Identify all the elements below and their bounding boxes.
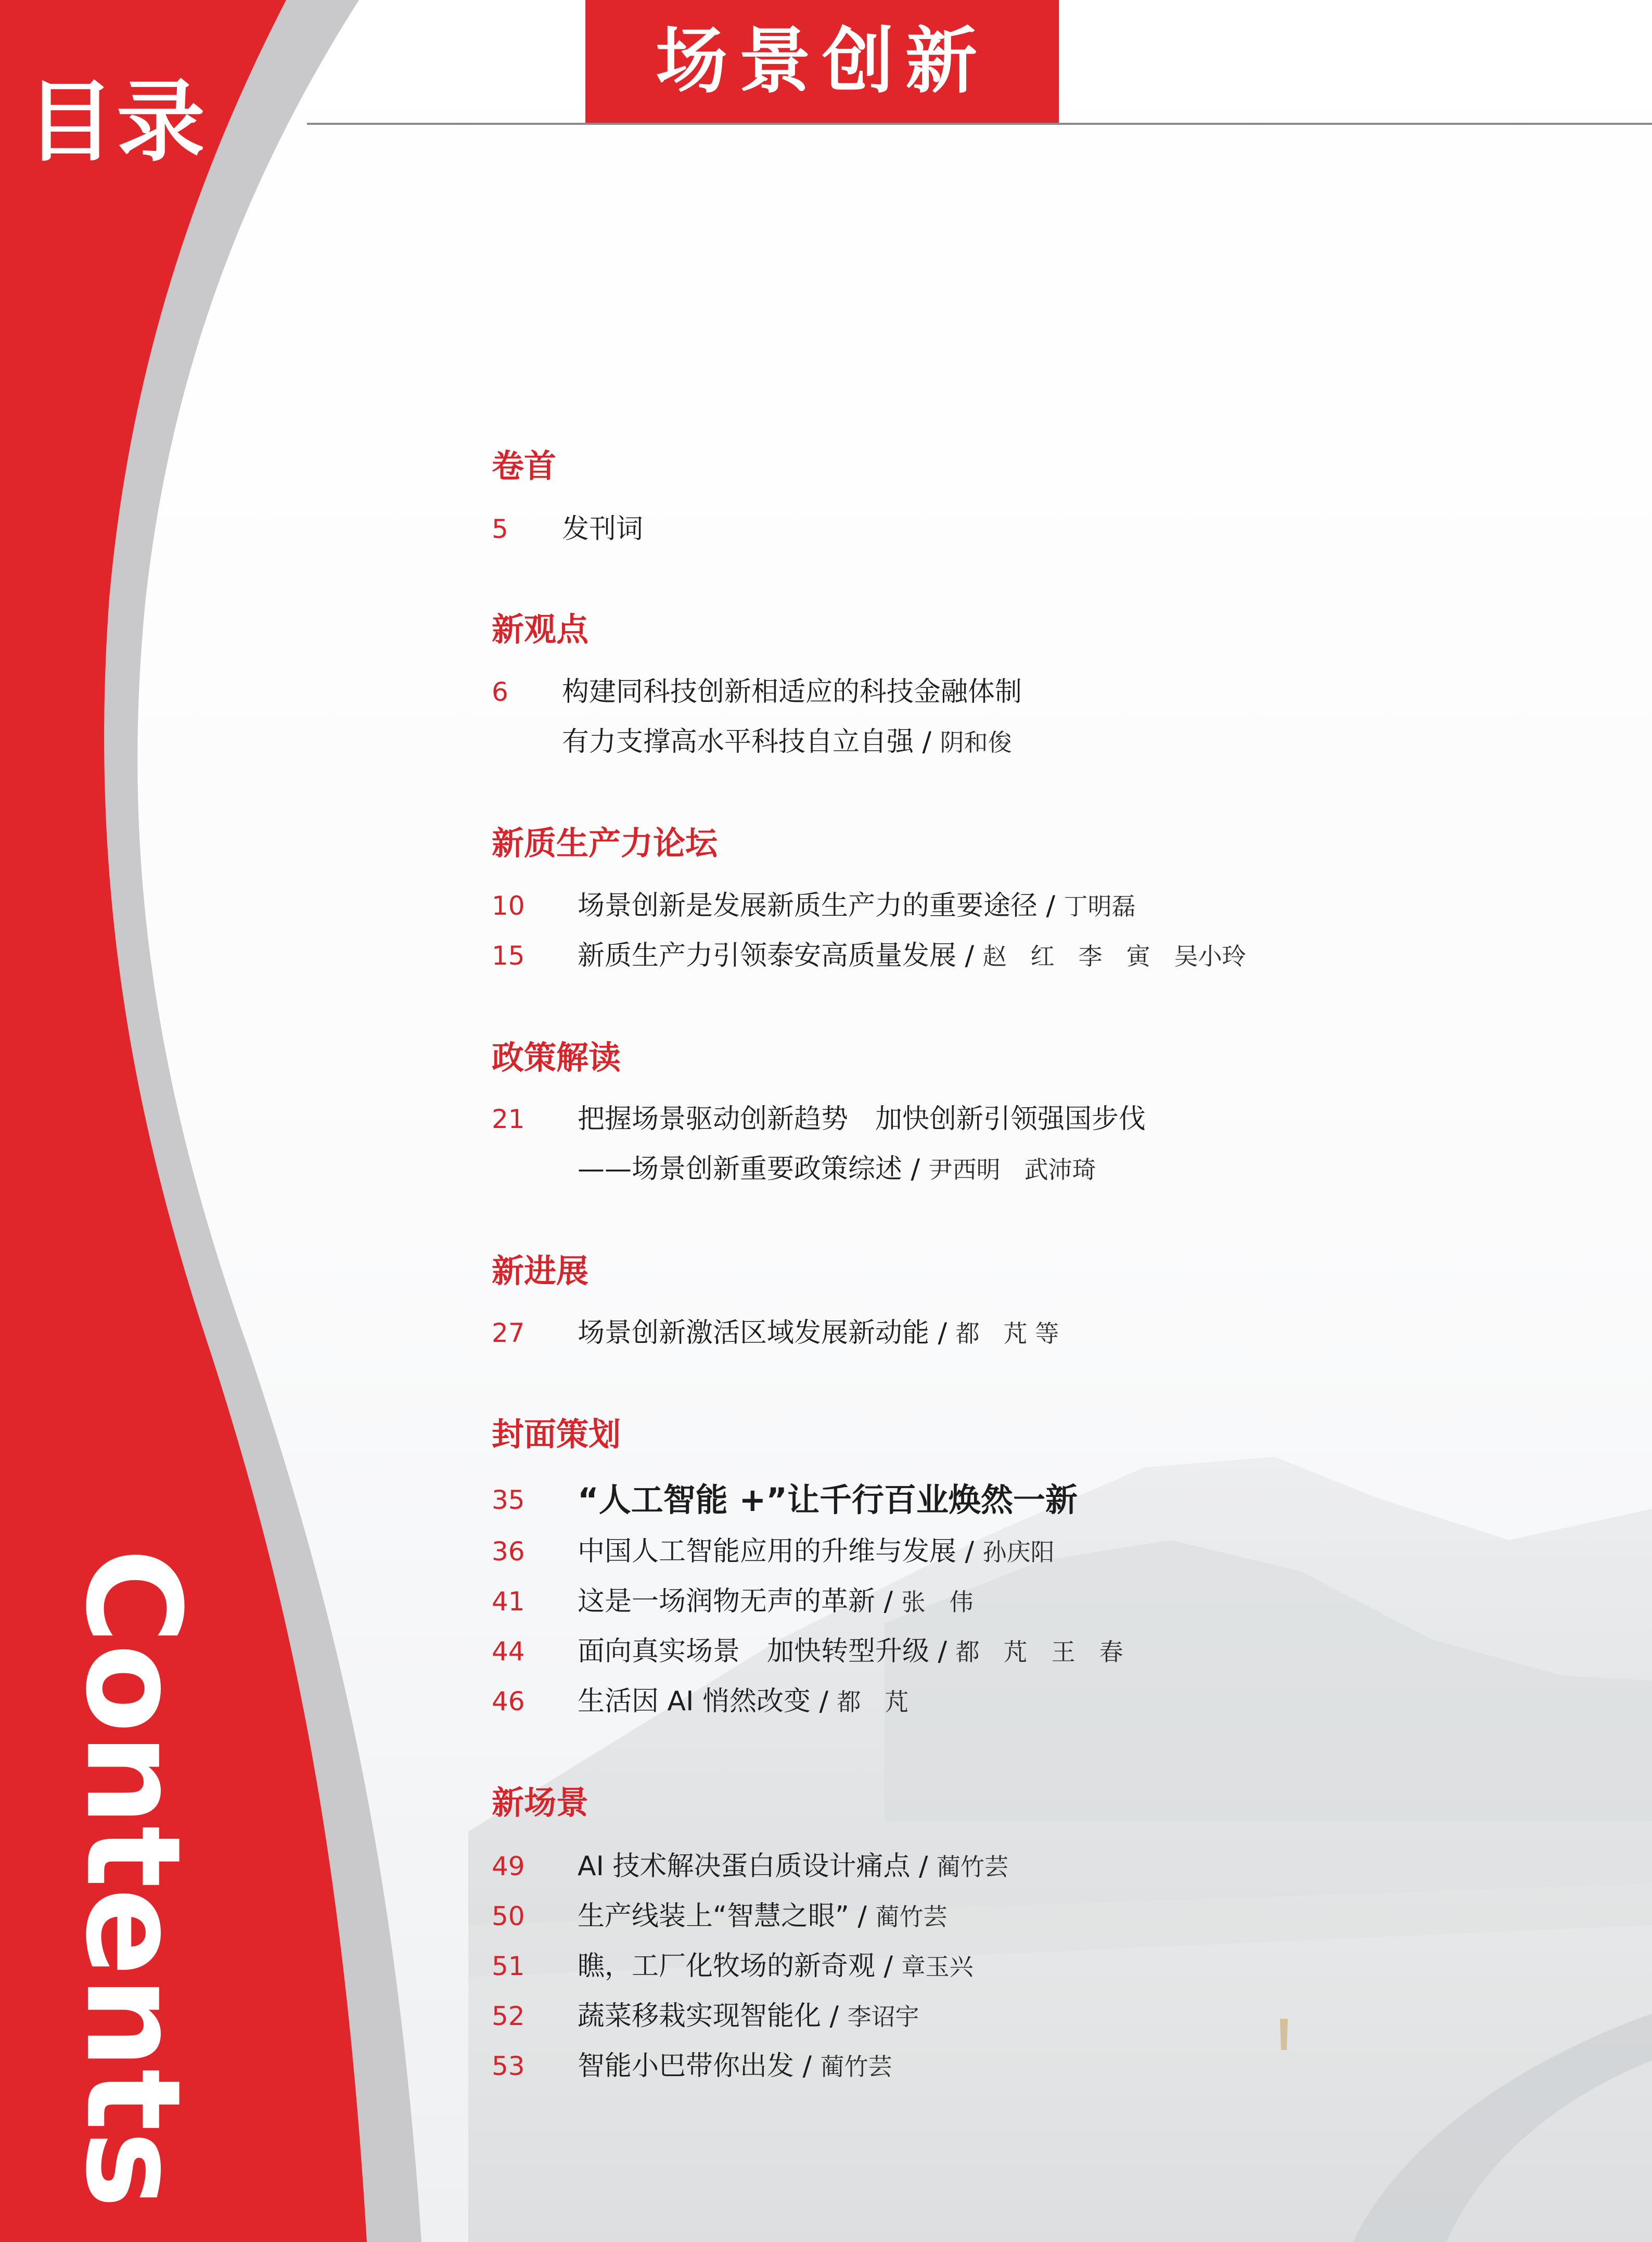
author-separator: /: [810, 1686, 837, 1717]
author-separator: /: [956, 940, 983, 971]
page-number: 21: [492, 1104, 525, 1134]
entry-author: 张 伟: [901, 1588, 974, 1616]
author-separator: /: [875, 1951, 902, 1982]
entry-title: 面向真实场景 加快转型升级: [578, 1636, 930, 1667]
entry-author: 都 芃: [837, 1688, 909, 1716]
author-separator: /: [1038, 890, 1064, 921]
toc-entry[interactable]: [492, 1681, 1610, 1722]
sidebar-title-en: Contents: [57, 1548, 209, 2209]
page-number: 50: [492, 1901, 525, 1931]
section-title: 新场景: [492, 1784, 589, 1822]
sidebar-title-en-wrap: [57, 1548, 209, 2209]
toc-entry[interactable]: [492, 508, 1610, 550]
entry-title: 构建同科技创新相适应的科技金融体制: [562, 676, 1022, 708]
page-number: 27: [492, 1318, 525, 1348]
page-number: 53: [492, 2051, 525, 2081]
section-title: 封面策划: [492, 1415, 621, 1453]
entry-author: 孙庆阳: [982, 1538, 1055, 1566]
entry-title: 场景创新是发展新质生产力的重要途径: [578, 890, 1038, 921]
entry-title: “人工智能 +”让千行百业焕然一新: [578, 1481, 1078, 1519]
author-separator: /: [849, 1901, 876, 1932]
toc-entry[interactable]: [492, 1098, 1610, 1140]
entry-title: AI 技术解决蛋白质设计痛点: [578, 1851, 911, 1882]
entry-title: ——场景创新重要政策综述: [578, 1154, 903, 1185]
section-title: 卷首: [492, 447, 557, 485]
entry-author: 蔺竹芸: [820, 2053, 892, 2081]
author-separator: /: [902, 1154, 929, 1185]
toc-entry[interactable]: [492, 885, 1610, 927]
author-separator: /: [929, 1317, 956, 1349]
header-banner: [585, 0, 1059, 123]
toc-entry[interactable]: [492, 1895, 1610, 1937]
entry-title: 生活因 AI 悄然改变: [578, 1686, 811, 1717]
author-separator: /: [794, 2051, 821, 2082]
entry-author: 李诏宇: [847, 2003, 919, 2031]
section-title: 新观点: [492, 610, 589, 648]
entry-author: 丁明磊: [1064, 892, 1136, 920]
toc-entry[interactable]: [492, 1945, 1610, 1987]
entry-author: 赵 红 李 寅 吴小玲: [982, 942, 1246, 970]
page-number: 44: [492, 1636, 525, 1667]
entry-title: 有力支撑高水平科技自立自强: [562, 726, 914, 758]
entry-title: 智能小巴带你出发: [578, 2051, 795, 2082]
author-separator: /: [821, 2001, 848, 2032]
toc-entry[interactable]: [492, 671, 1610, 713]
entry-author: 阴和俊: [940, 728, 1012, 757]
author-separator: /: [929, 1636, 956, 1667]
section-title: 新质生产力论坛: [492, 824, 718, 862]
entry-author: 尹西明 武沛琦: [928, 1156, 1096, 1184]
toc-entry[interactable]: [492, 1995, 1610, 2037]
toc-entry[interactable]: [492, 1846, 1610, 1887]
entry-title: 把握场景驱动创新趋势 加快创新引领强国步伐: [578, 1104, 1146, 1135]
entry-title: 生产线装上“智慧之眼”: [578, 1901, 849, 1932]
section-title: 政策解读: [492, 1039, 621, 1077]
toc-entry[interactable]: [492, 1312, 1610, 1354]
entry-author: 蔺竹芸: [937, 1853, 1009, 1881]
entry-title: 蔬菜移栽实现智能化: [578, 2001, 822, 2032]
toc-entry[interactable]: [492, 1531, 1610, 1572]
page-number: 51: [492, 1951, 525, 1981]
toc-entry[interactable]: [492, 935, 1610, 977]
page-number: 6: [492, 677, 508, 707]
toc-entry-continued[interactable]: [492, 721, 1610, 763]
column-title: 场景创新: [655, 18, 989, 103]
sidebar-title-cn: 目录: [26, 71, 208, 174]
page-number: 5: [492, 514, 508, 544]
author-separator: /: [914, 726, 940, 758]
page-number: 52: [492, 2001, 525, 2031]
section-title: 新进展: [492, 1252, 589, 1290]
header-rule: [307, 123, 1652, 125]
entry-title: 中国人工智能应用的升维与发展: [578, 1536, 957, 1567]
author-separator: /: [956, 1536, 983, 1567]
page-number: 15: [492, 941, 525, 971]
page-number: 10: [492, 891, 525, 921]
entry-author: 都 芃 王 春: [955, 1638, 1123, 1666]
page-number: 49: [492, 1851, 525, 1881]
entry-author: 都 芃 等: [955, 1319, 1059, 1348]
toc-entry[interactable]: [492, 2045, 1610, 2087]
page-number: 41: [492, 1586, 525, 1617]
author-separator: /: [910, 1851, 937, 1882]
toc-entry-featured[interactable]: [492, 1479, 1610, 1521]
toc-entry[interactable]: [492, 1631, 1610, 1672]
page-number: 35: [492, 1485, 525, 1515]
entry-author: 章玉兴: [901, 1953, 974, 1981]
page-number: 46: [492, 1686, 525, 1716]
entry-title: 发刊词: [562, 514, 644, 545]
entry-author: 蔺竹芸: [875, 1903, 947, 1931]
page-number: 36: [492, 1536, 525, 1567]
entry-title: 场景创新激活区域发展新动能: [578, 1317, 930, 1349]
entry-title: 这是一场润物无声的革新: [578, 1586, 876, 1617]
author-separator: /: [875, 1586, 902, 1617]
toc-entry[interactable]: [492, 1581, 1610, 1622]
toc-entry-continued[interactable]: [492, 1148, 1610, 1190]
entry-title: 瞧，工厂化牧场的新奇观: [578, 1951, 876, 1982]
entry-title: 新质生产力引领泰安高质量发展: [578, 940, 957, 971]
